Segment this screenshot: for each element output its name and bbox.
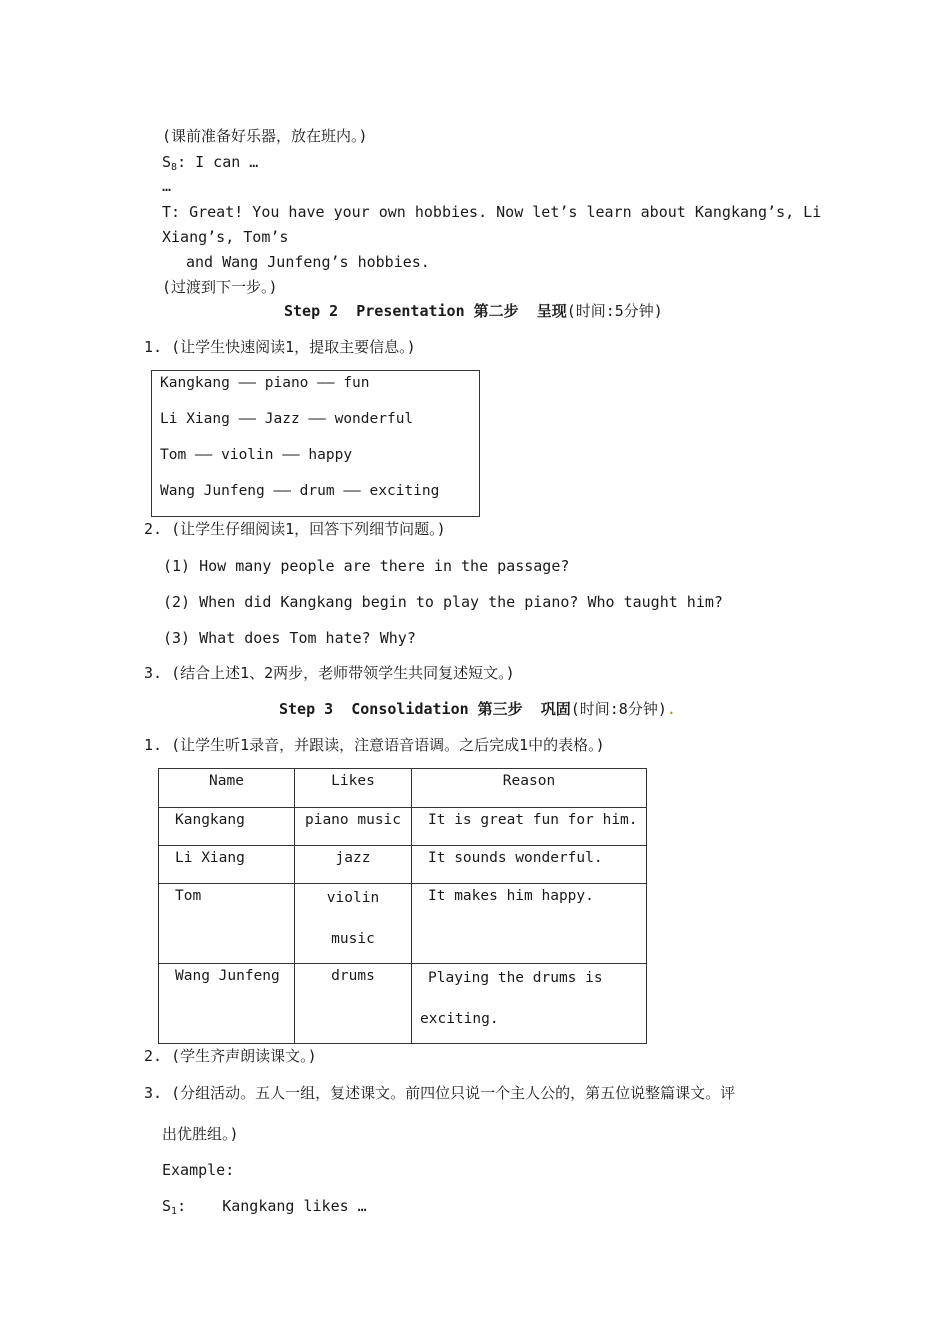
likes-line-2: music	[331, 931, 375, 947]
speaker-subscript: 1	[171, 1206, 178, 1217]
teacher-line-3: and Wang Junfeng’s hobbies.	[186, 253, 430, 271]
cell-name: Li Xiang	[159, 846, 295, 884]
key-info-row: Wang Junfeng —— drum —— exciting	[160, 483, 440, 499]
teacher-line-1: T: Great! You have your own hobbies. Now let’s learn about Kangkang’s, Li	[162, 203, 822, 221]
teacher-line-2: Xiang’s, Tom’s	[162, 228, 289, 246]
student-8-text: : I can …	[177, 153, 259, 171]
table-row	[159, 884, 647, 964]
reason-line-2: exciting.	[420, 1011, 499, 1027]
question-3: (3) What does Tom hate? Why?	[163, 629, 416, 647]
cell-likes: jazz	[295, 846, 412, 884]
cell-reason: It makes him happy.	[412, 884, 647, 964]
cell-reason: It is great fun for him.	[412, 808, 647, 846]
cell-likes: drums	[295, 964, 412, 1044]
speaker-s: S	[162, 153, 172, 171]
key-info-row: Tom —— violin —— happy	[160, 447, 353, 463]
student-1-line	[162, 1196, 367, 1222]
key-info-box	[151, 370, 480, 517]
question-2: (2) When did Kangkang begin to play the piano? Who taught him?	[163, 593, 723, 611]
cell-reason	[412, 964, 647, 1044]
step2-heading-line	[284, 301, 663, 321]
table-row	[159, 808, 647, 846]
speaker-s: S	[162, 1197, 172, 1215]
cell-name: Tom	[159, 884, 295, 964]
speaker-subscript: 8	[171, 162, 178, 173]
step3-item2: 2. (学生齐声朗读课文。)	[144, 1047, 317, 1065]
table-header-row	[159, 769, 647, 808]
cell-name: Kangkang	[159, 808, 295, 846]
step2-heading: Step 2 Presentation 第二步 呈现	[284, 302, 567, 320]
question-1: (1) How many people are there in the passage?	[163, 557, 570, 575]
header-likes: Likes	[295, 769, 412, 808]
step3-trailing-dot: .	[666, 700, 676, 718]
ellipsis-line: …	[162, 177, 172, 195]
likes-line-1: violin	[326, 890, 380, 906]
step2-time: (时间:5分钟)	[566, 302, 663, 320]
reason-line-1: Playing the drums is	[428, 970, 603, 986]
student-1-text: : Kangkang likes …	[177, 1197, 367, 1215]
transition-note: (过渡到下一步。)	[162, 278, 278, 296]
header-name: Name	[159, 769, 295, 808]
cell-likes	[295, 884, 412, 964]
step3-item1: 1. (让学生听1录音，并跟读，注意语音语调。之后完成1中的表格。)	[144, 736, 605, 754]
step2-item1: 1. (让学生快速阅读1，提取主要信息。)	[144, 338, 416, 356]
cell-reason: It sounds wonderful.	[412, 846, 647, 884]
key-info-row: Kangkang —— piano —— fun	[160, 375, 370, 391]
cell-likes: piano music	[295, 808, 412, 846]
step3-item3-line2: 出优胜组。)	[162, 1125, 239, 1143]
key-info-row: Li Xiang —— Jazz —— wonderful	[160, 411, 414, 427]
example-label: Example:	[162, 1161, 235, 1179]
step3-heading: Step 3 Consolidation 第三步 巩固	[279, 700, 571, 718]
hobbies-table	[158, 768, 647, 1044]
step2-item3: 3. (结合上述1、2两步，老师带领学生共同复述短文。)	[144, 664, 515, 682]
step3-time: (时间:8分钟)	[570, 700, 667, 718]
step2-item2: 2. (让学生仔细阅读1，回答下列细节问题。)	[144, 520, 446, 538]
table-row	[159, 846, 647, 884]
step3-heading-line	[279, 699, 676, 719]
table-row	[159, 964, 647, 1044]
header-reason: Reason	[412, 769, 647, 808]
prep-note: (课前准备好乐器，放在班内。)	[162, 127, 368, 145]
cell-name: Wang Junfeng	[159, 964, 295, 1044]
step3-item3-line1: 3. (分组活动。五人一组，复述课文。前四位只说一个主人公的，第五位说整篇课文。评	[144, 1084, 736, 1102]
student-8-line	[162, 152, 258, 178]
